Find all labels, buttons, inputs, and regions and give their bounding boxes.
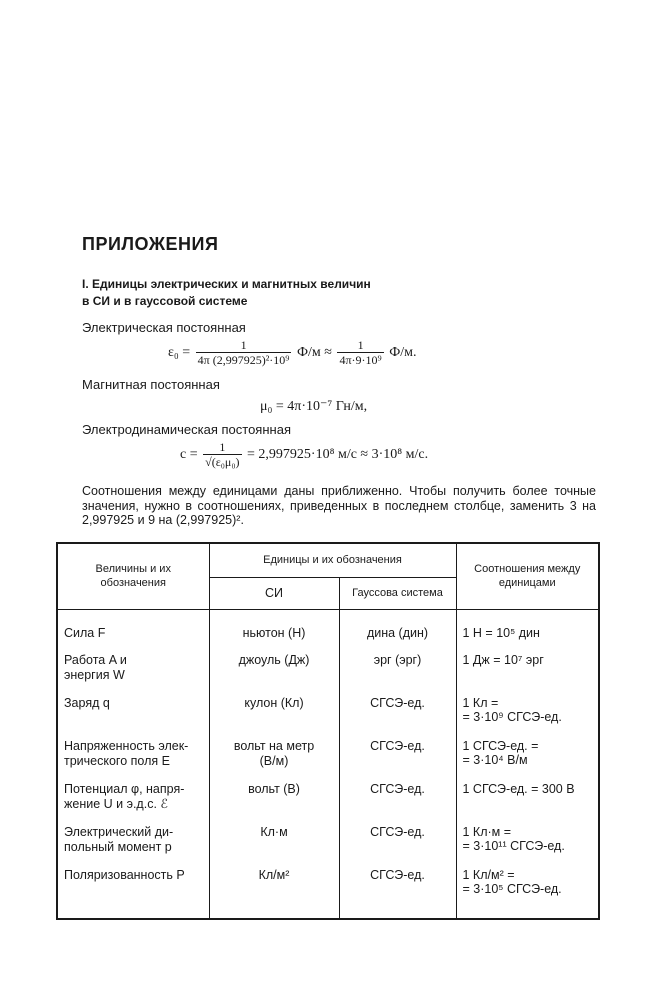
cell-si-unit — [209, 825, 339, 868]
cell-gauss-unit-line: СГСЭ-ед. — [370, 695, 425, 710]
cell-quantity-line: энергия W — [64, 667, 125, 682]
section-heading — [82, 276, 371, 310]
cell-quantity-line: жение U и э.д.с. ℰ — [64, 796, 168, 811]
cell-relation — [456, 739, 599, 782]
cell-relation-line: = 3·10⁴ В/м — [462, 752, 528, 767]
cell-si-unit-line: (В/м) — [259, 753, 289, 768]
electric-frac2-denominator: 4π·9·10⁹ — [339, 353, 382, 367]
cell-gauss-unit — [339, 609, 456, 653]
page-title: ПРИЛОЖЕНИЯ — [82, 234, 219, 254]
cell-gauss-unit-line: дина (дин) — [366, 625, 429, 640]
cell-relation — [456, 868, 599, 919]
cell-relation-line: 1 СГСЭ-ед. = 300 В — [462, 781, 575, 796]
cell-gauss-unit — [339, 782, 456, 825]
cell-quantity — [57, 609, 209, 653]
table-body — [57, 609, 599, 919]
cell-quantity — [57, 739, 209, 782]
cell-si-unit-line: Кл·м — [260, 824, 288, 839]
cell-quantity — [57, 653, 209, 696]
cell-si-unit-line: вольт (В) — [248, 781, 300, 796]
table-row — [57, 653, 599, 696]
electric-lhs: ε₀ = — [168, 345, 191, 361]
table-row — [57, 868, 599, 919]
cell-relation-line: 1 СГСЭ-ед. = — [462, 738, 539, 753]
cell-quantity — [57, 868, 209, 919]
cell-quantity-line: Напряженность элек- — [64, 738, 189, 753]
cell-si-unit-line: Кл/м² — [258, 867, 290, 882]
electric-frac1-denominator: 4π (2,997925)²·10⁹ — [197, 353, 290, 367]
header-quantity: Величины и их обозначения — [57, 543, 209, 609]
cell-gauss-unit-line: СГСЭ-ед. — [370, 738, 425, 753]
cell-si-unit — [209, 609, 339, 653]
header-si: СИ — [209, 577, 339, 609]
electrodynamic-lhs: c = — [180, 447, 198, 463]
cell-relation-line: 1 Н = 10⁵ дин — [462, 625, 540, 640]
cell-quantity-line: трического поля E — [64, 753, 170, 768]
cell-quantity — [57, 782, 209, 825]
cell-si-unit-line: джоуль (Дж) — [238, 652, 310, 667]
cell-relation — [456, 825, 599, 868]
table-row — [57, 739, 599, 782]
cell-si-unit-line: кулон (Кл) — [244, 695, 304, 710]
cell-si-unit — [209, 696, 339, 739]
section-heading-line1: I. Единицы электрических и магнитных величин — [82, 277, 371, 291]
table-row — [57, 825, 599, 868]
cell-gauss-unit-line: СГСЭ-ед. — [370, 781, 425, 796]
electric-constant-label: Электрическая постоянная — [82, 320, 246, 335]
cell-gauss-unit — [339, 868, 456, 919]
cell-relation-line: 1 Кл = — [462, 695, 499, 710]
electrodynamic-frac-numerator: 1 — [203, 440, 241, 455]
table-row — [57, 609, 599, 653]
cell-quantity-line: Заряд q — [64, 695, 110, 710]
cell-relation-line: = 3·10⁵ СГСЭ-ед. — [462, 881, 562, 896]
header-relation: Соотношения между единицами — [456, 543, 599, 609]
cell-relation — [456, 782, 599, 825]
magnetic-constant-formula: μ₀ = 4π·10⁻⁷ Гн/м, — [260, 399, 368, 414]
cell-quantity-line: Работа A и — [64, 652, 127, 667]
cell-quantity-line: Поляризованность P — [64, 867, 185, 882]
electric-constant-formula — [168, 338, 417, 368]
table-row — [57, 696, 599, 739]
cell-si-unit — [209, 868, 339, 919]
cell-gauss-unit-line: СГСЭ-ед. — [370, 824, 425, 839]
electric-frac2-numerator: 1 — [337, 338, 383, 353]
magnetic-constant-label: Магнитная постоянная — [82, 377, 220, 392]
cell-relation-line: = 3·10⁹ СГСЭ-ед. — [462, 709, 562, 724]
cell-si-unit — [209, 739, 339, 782]
cell-relation-line: 1 Дж = 10⁷ эрг — [462, 652, 544, 667]
cell-quantity — [57, 825, 209, 868]
electric-fraction-2 — [337, 338, 383, 368]
electric-unit-end: Ф/м. — [389, 345, 417, 361]
cell-si-unit — [209, 782, 339, 825]
cell-quantity-line: польный момент p — [64, 839, 172, 854]
cell-gauss-unit — [339, 696, 456, 739]
cell-relation-line: = 3·10¹¹ СГСЭ-ед. — [462, 838, 565, 853]
cell-quantity-line: Потенциал φ, напря- — [64, 781, 185, 796]
cell-si-unit-line: вольт на метр — [233, 738, 315, 753]
electrodynamic-rhs: = 2,997925·10⁸ м/с ≈ 3·10⁸ м/с. — [247, 447, 429, 463]
electrodynamic-constant-label: Электродинамическая постоянная — [82, 422, 291, 437]
cell-quantity — [57, 696, 209, 739]
cell-relation — [456, 653, 599, 696]
cell-gauss-unit-line: СГСЭ-ед. — [370, 867, 425, 882]
cell-si-unit-line: ньютон (Н) — [242, 625, 306, 640]
cell-gauss-unit — [339, 653, 456, 696]
cell-relation-line: 1 Кл·м = — [462, 824, 512, 839]
header-units-group: Единицы и их обозначения — [209, 543, 456, 577]
table-row — [57, 782, 599, 825]
electric-frac1-numerator: 1 — [196, 338, 292, 353]
electrodynamic-constant-formula — [180, 440, 428, 470]
units-table — [56, 542, 600, 920]
electric-mid: Ф/м ≈ — [296, 345, 332, 361]
cell-quantity-line: Электрический ди- — [64, 824, 174, 839]
cell-relation — [456, 609, 599, 653]
cell-gauss-unit — [339, 739, 456, 782]
cell-si-unit — [209, 653, 339, 696]
header-gauss: Гауссова система — [339, 577, 456, 609]
electrodynamic-fraction — [203, 440, 241, 470]
cell-relation — [456, 696, 599, 739]
cell-gauss-unit — [339, 825, 456, 868]
cell-relation-line: 1 Кл/м² = — [462, 867, 515, 882]
precision-note: Соотношения между единицами даны приближенно. Чтобы получить более точные значения, нужно в соотношениях, приведенных в последнем столбце, заменить 3 на 2,997925 и 9 на (2,997925)². — [82, 484, 596, 527]
electric-fraction-1 — [196, 338, 292, 368]
section-heading-line2: в СИ и в гауссовой системе — [82, 294, 248, 308]
cell-quantity-line: Сила F — [64, 625, 106, 640]
electrodynamic-frac-denominator: √(ε₀μ₀) — [205, 455, 240, 469]
cell-gauss-unit-line: эрг (эрг) — [373, 652, 422, 667]
